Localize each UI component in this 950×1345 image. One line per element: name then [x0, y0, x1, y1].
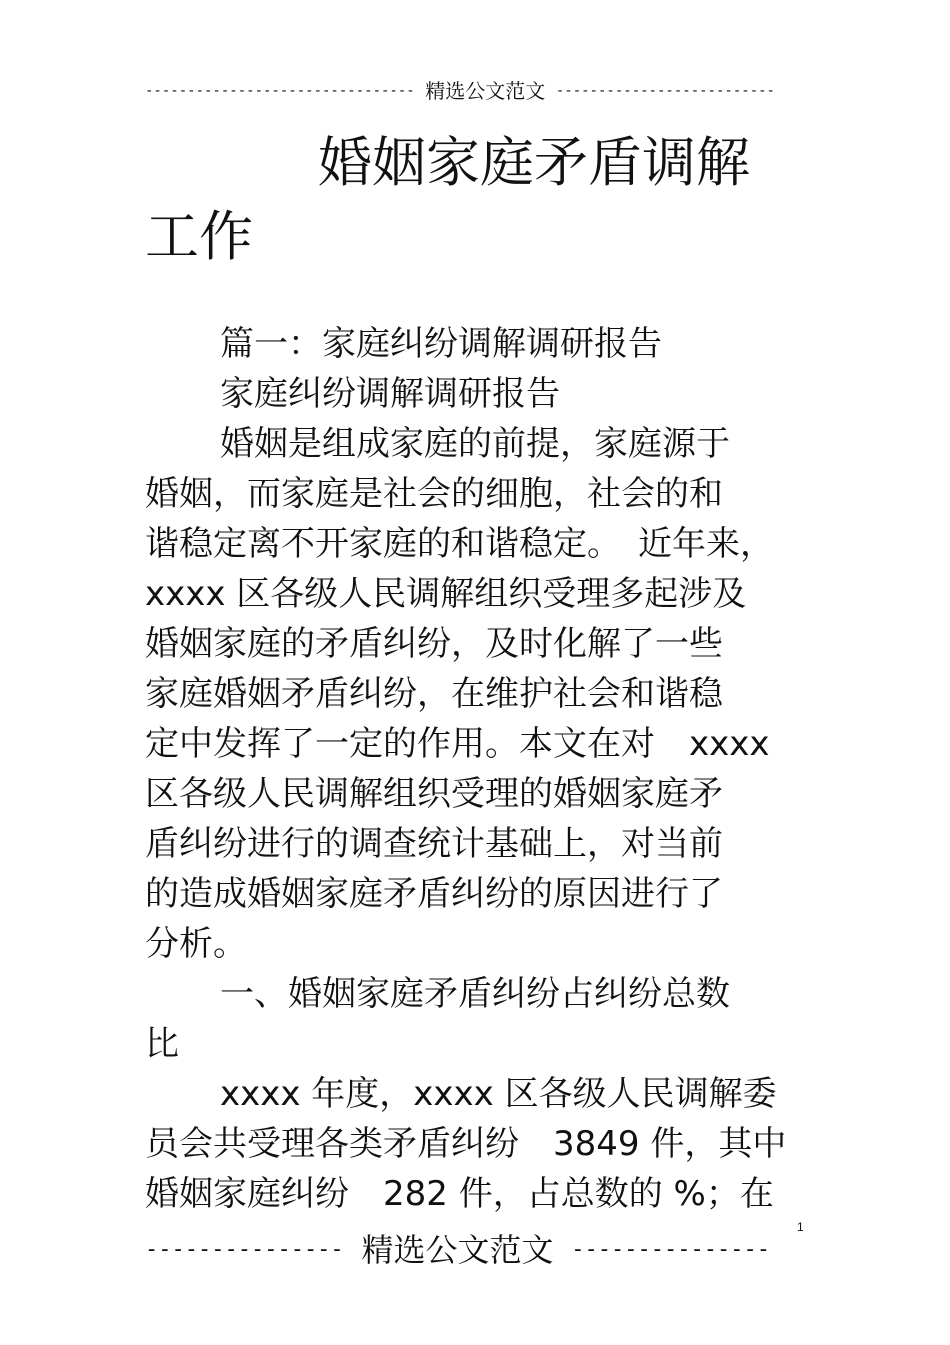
paragraph-line: 婚姻家庭纠纷 282 件，占总数的 %；在	[145, 1174, 774, 1214]
page-footer	[145, 1228, 770, 1272]
header-right-rule: --------------------------	[555, 83, 775, 99]
footer-right-rule: ---------------	[571, 1237, 770, 1262]
page-number: 1	[797, 1220, 804, 1234]
header-left-rule: --------------------------------	[145, 83, 415, 99]
paragraph-line: 的造成婚姻家庭矛盾纠纷的原因进行了	[145, 874, 723, 914]
paragraph-line: xxxx 区各级人民调解组织受理多起涉及	[145, 574, 747, 614]
paragraph-line: xxxx 年度，xxxx 区各级人民调解委	[220, 1074, 777, 1114]
page-header	[145, 78, 775, 104]
report-title: 家庭纠纷调解调研报告	[220, 374, 560, 414]
document-title-line-1: 婚姻家庭矛盾调解	[318, 131, 750, 194]
paragraph-line: 区各级人民调解组织受理的婚姻家庭矛	[145, 774, 723, 814]
footer-left-rule: ---------------	[145, 1237, 344, 1262]
paragraph-line: 谐稳定离不开家庭的和谐稳定。 近年来，	[145, 524, 774, 564]
document-title-line-2: 工作	[145, 205, 253, 268]
subsection-heading: 一、婚姻家庭矛盾纠纷占纠纷总数	[220, 974, 730, 1014]
section-heading: 篇一：家庭纠纷调解调研报告	[220, 324, 662, 364]
paragraph-line: 家庭婚姻矛盾纠纷，在维护社会和谐稳	[145, 674, 723, 714]
paragraph-line: 盾纠纷进行的调查统计基础上，对当前	[145, 824, 723, 864]
footer-text: 精选公文范文	[361, 1231, 554, 1269]
paragraph-line: 分析。	[145, 924, 247, 964]
paragraph-line: 婚姻家庭的矛盾纠纷，及时化解了一些	[145, 624, 723, 664]
paragraph-line: 定中发挥了一定的作用。本文在对 xxxx	[145, 724, 770, 764]
paragraph-line: 婚姻，而家庭是社会的细胞，社会的和	[145, 474, 723, 514]
paragraph-line: 婚姻是组成家庭的前提，家庭源于	[220, 424, 730, 464]
subsection-heading-continued: 比	[145, 1024, 179, 1064]
paragraph-line: 员会共受理各类矛盾纠纷 3849 件，其中	[145, 1124, 787, 1164]
header-text: 精选公文范文	[425, 79, 546, 103]
